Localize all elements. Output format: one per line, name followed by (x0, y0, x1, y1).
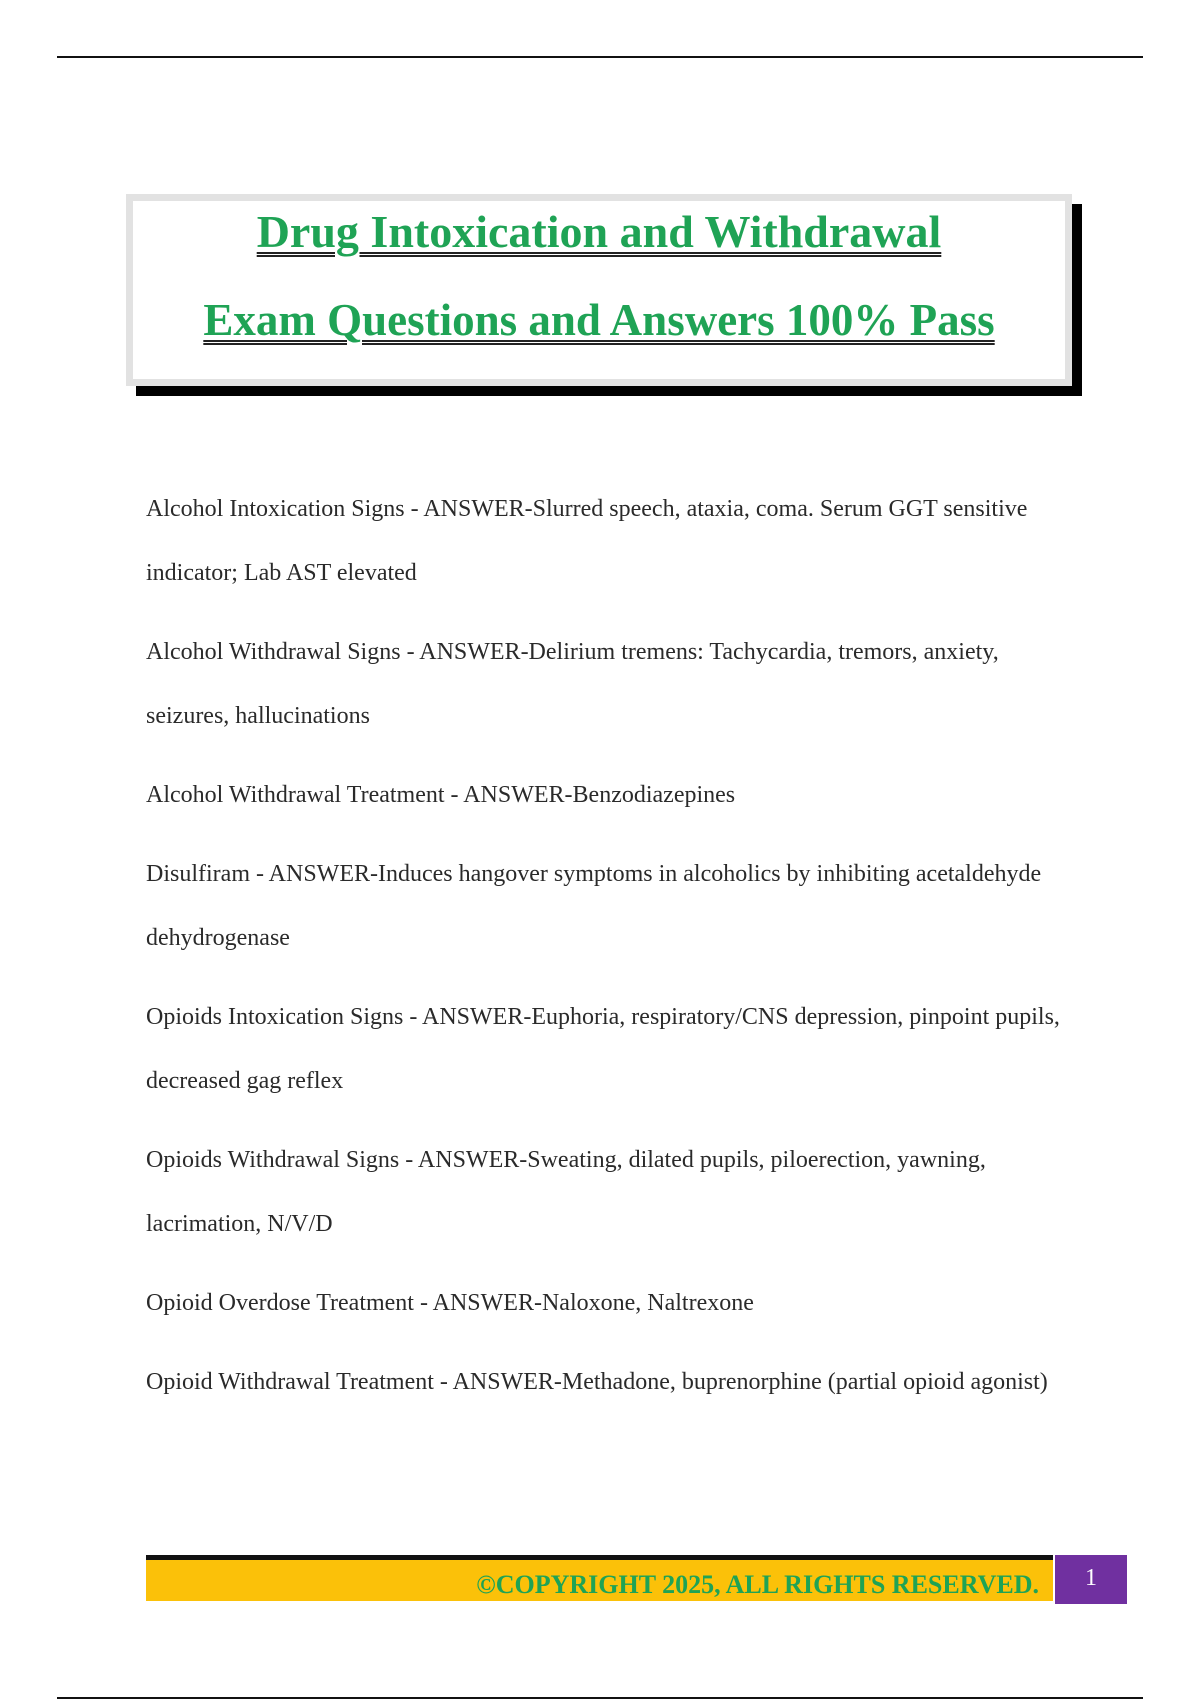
page-number: 1 (1085, 1565, 1097, 1591)
qa-item: Opioids Intoxication Signs - ANSWER-Euphoria, respiratory/CNS depression, pinpoint pupils, decreased gag reflex (146, 1004, 1060, 1094)
qa-item: Opioid Withdrawal Treatment - ANSWER-Methadone, buprenorphine (partial opioid agonist) (146, 1369, 1048, 1395)
qa-item: Alcohol Withdrawal Treatment - ANSWER-Benzodiazepines (146, 782, 736, 808)
bottom-rule (57, 1697, 1143, 1699)
qa-item: Alcohol Intoxication Signs - ANSWER-Slurred speech, ataxia, coma. Serum GGT sensitive indicator; Lab AST elevated (146, 496, 1028, 586)
qa-list (146, 477, 1076, 1429)
top-rule (57, 56, 1143, 58)
title-box (126, 194, 1072, 386)
footer-copyright-bar (146, 1555, 1053, 1601)
document-title-line-2: Exam Questions and Answers 100% Pass (203, 295, 995, 345)
page-number-box (1055, 1555, 1127, 1604)
qa-item: Alcohol Withdrawal Signs - ANSWER-Delirium tremens: Tachycardia, tremors, anxiety, seizures, hallucinations (146, 639, 999, 729)
qa-item: Disulfiram - ANSWER-Induces hangover symptoms in alcoholics by inhibiting acetaldehyde dehydrogenase (146, 861, 1042, 951)
document-title-line-1: Drug Intoxication and Withdrawal (256, 206, 942, 257)
copyright-text: ©COPYRIGHT 2025, ALL RIGHTS RESERVED. (476, 1570, 1039, 1599)
qa-item: Opioids Withdrawal Signs - ANSWER-Sweating, dilated pupils, piloerection, yawning, lacrimation, N/V/D (146, 1147, 986, 1237)
qa-item: Opioid Overdose Treatment - ANSWER-Naloxone, Naltrexone (146, 1290, 754, 1316)
